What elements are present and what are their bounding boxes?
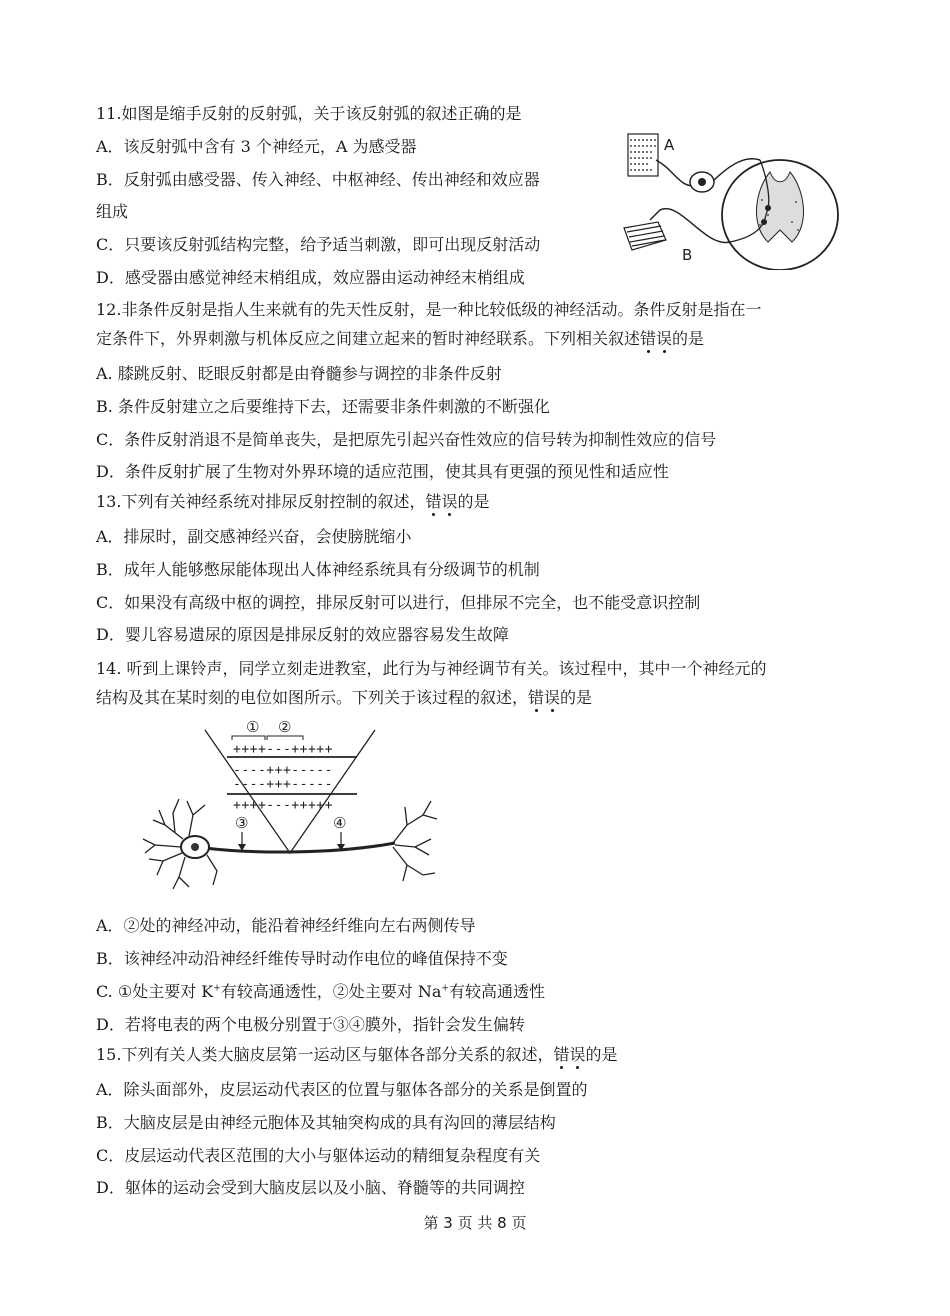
q14-option-c[interactable]	[96, 980, 545, 1004]
page-footer: 第 3 页 共 8 页	[423, 1214, 527, 1232]
bracket	[232, 736, 303, 740]
q15-option-c[interactable]: C．皮层运动代表区范围的大小与躯体运动的精细复杂程度有关	[96, 1146, 541, 1165]
superscript-plus: +	[441, 983, 449, 994]
q11-option-d[interactable]: D．感受器由感觉神经末梢组成，效应器由运动神经末梢组成	[96, 268, 525, 287]
label-a: A	[664, 136, 675, 154]
circle-label-1: ①	[246, 718, 260, 736]
circle-label-4: ④	[333, 814, 347, 832]
q11-option-b-cont: 组成	[96, 202, 129, 221]
q14-option-d[interactable]: D．若将电表的两个电极分别置于③④膜外，指针会发生偏转	[96, 1015, 525, 1034]
axon-terminals	[393, 801, 437, 881]
q14-option-a[interactable]: A．②处的神经冲动，能沿着神经纤维向左右两侧传导	[96, 916, 476, 935]
q13-option-d[interactable]: D．婴儿容易遗尿的原因是排尿反射的效应器容易发生故障	[96, 625, 509, 644]
q13-stem-tail: 的是	[457, 492, 490, 511]
q11-option-c[interactable]: C．只要该反射弧结构完整，给予适当刺激，即可出现反射活动	[96, 235, 541, 254]
reflex-arc-figure	[620, 130, 850, 270]
q15-stem-tail: 的是	[585, 1045, 618, 1064]
q12-stem-tail: 的是	[672, 329, 705, 348]
q14-stem-text: 结构及其在某时刻的电位如图所示。下列关于该过程的叙述，	[96, 688, 529, 707]
potential-row: ++++---+++++	[233, 742, 333, 757]
q14-option-b[interactable]: B．该神经冲动沿神经纤维传导时动作电位的峰值保持不变	[96, 949, 508, 968]
q12-option-c[interactable]: C．条件反射消退不是简单丧失，是把原先引起兴奋性效应的信号转为抑制性效应的信号	[96, 430, 717, 449]
emphasis-char: 错	[553, 1045, 570, 1064]
potential-row: ++++---+++++	[233, 798, 333, 813]
q12-stem-line2	[96, 327, 704, 351]
receptor-skin	[628, 134, 658, 176]
emphasis-char: 误	[656, 329, 673, 348]
emphasis-char: 误	[544, 688, 561, 707]
q14-stem-tail: 的是	[560, 688, 593, 707]
superscript-plus: +	[213, 983, 221, 994]
q14-option-c-text: C. ①处主要对 K	[96, 982, 214, 1001]
q11-option-b[interactable]: B．反射弧由感受器、传入神经、中枢神经、传出神经和效应器	[96, 170, 540, 189]
q11-option-a[interactable]: A．该反射弧中含有 3 个神经元，A 为感受器	[96, 137, 417, 156]
q15-option-a[interactable]: A．除头面部外，皮层运动代表区的位置与躯体各部分的关系是倒置的	[96, 1080, 588, 1099]
q12-option-b[interactable]: B. 条件反射建立之后要维持下去，还需要非条件刺激的不断强化	[96, 397, 550, 416]
circle-label-3: ③	[235, 814, 249, 832]
q15-stem	[96, 1043, 618, 1067]
q12-option-d[interactable]: D．条件反射扩展了生物对外界环境的适应范围，使其具有更强的预见性和适应性	[96, 462, 669, 481]
q14-option-c-tail: 有较高通透性	[448, 982, 545, 1001]
emphasis-char: 错	[640, 329, 657, 348]
effector-muscle	[624, 222, 666, 250]
emphasis-char: 错	[528, 688, 545, 707]
q11-stem: 11.如图是缩手反射的反射弧，关于该反射弧的叙述正确的是	[96, 104, 522, 123]
nucleus	[191, 843, 199, 851]
q12-stem-line1: 12.非条件反射是指人生来就有的先天性反射，是一种比较低级的神经活动。条件反射是指在一	[96, 300, 762, 319]
potential-row: ----+++-----	[233, 763, 333, 778]
label-b: B	[682, 246, 693, 264]
q13-option-a[interactable]: A．排尿时，副交感神经兴奋，会使膀胱缩小	[96, 527, 412, 546]
q13-stem-text: 13.下列有关神经系统对排尿反射控制的叙述，	[96, 492, 426, 511]
emphasis-char: 错	[425, 492, 442, 511]
q15-option-d[interactable]: D．躯体的运动会受到大脑皮层以及小脑、脊髓等的共同调控	[96, 1178, 525, 1197]
q13-stem	[96, 490, 490, 514]
q12-option-a[interactable]: A. 膝跳反射、眨眼反射都是由脊髓参与调控的非条件反射	[96, 364, 502, 383]
potential-row: ----+++-----	[233, 777, 333, 792]
q15-option-b[interactable]: B．大脑皮层是由神经元胞体及其轴突构成的具有沟回的薄层结构	[96, 1113, 556, 1132]
q14-option-c-mid: 有较高通透性，②处主要对 Na	[220, 982, 442, 1001]
q13-option-b[interactable]: B．成年人能够憋尿能体现出人体神经系统具有分级调节的机制	[96, 560, 540, 579]
neuron-potential-figure	[135, 715, 445, 905]
q14-stem-line2	[96, 686, 592, 710]
circle-label-2: ②	[278, 718, 292, 736]
q13-option-c[interactable]: C．如果没有高级中枢的调控，排尿反射可以进行，但排尿不完全，也不能受意识控制	[96, 593, 701, 612]
axon	[205, 843, 395, 852]
q15-stem-text: 15.下列有关人类大脑皮层第一运动区与躯体各部分关系的叙述，	[96, 1045, 554, 1064]
emphasis-char: 误	[441, 492, 458, 511]
q12-stem-text: 定条件下，外界刺激与机体反应之间建立起来的暂时神经联系。下列相关叙述	[96, 329, 641, 348]
ganglion-cell	[698, 178, 706, 186]
emphasis-char: 误	[569, 1045, 586, 1064]
q14-stem-line1: 14. 听到上课铃声，同学立刻走进教室，此行为与神经调节有关。该过程中，其中一个神经元的	[96, 659, 767, 678]
